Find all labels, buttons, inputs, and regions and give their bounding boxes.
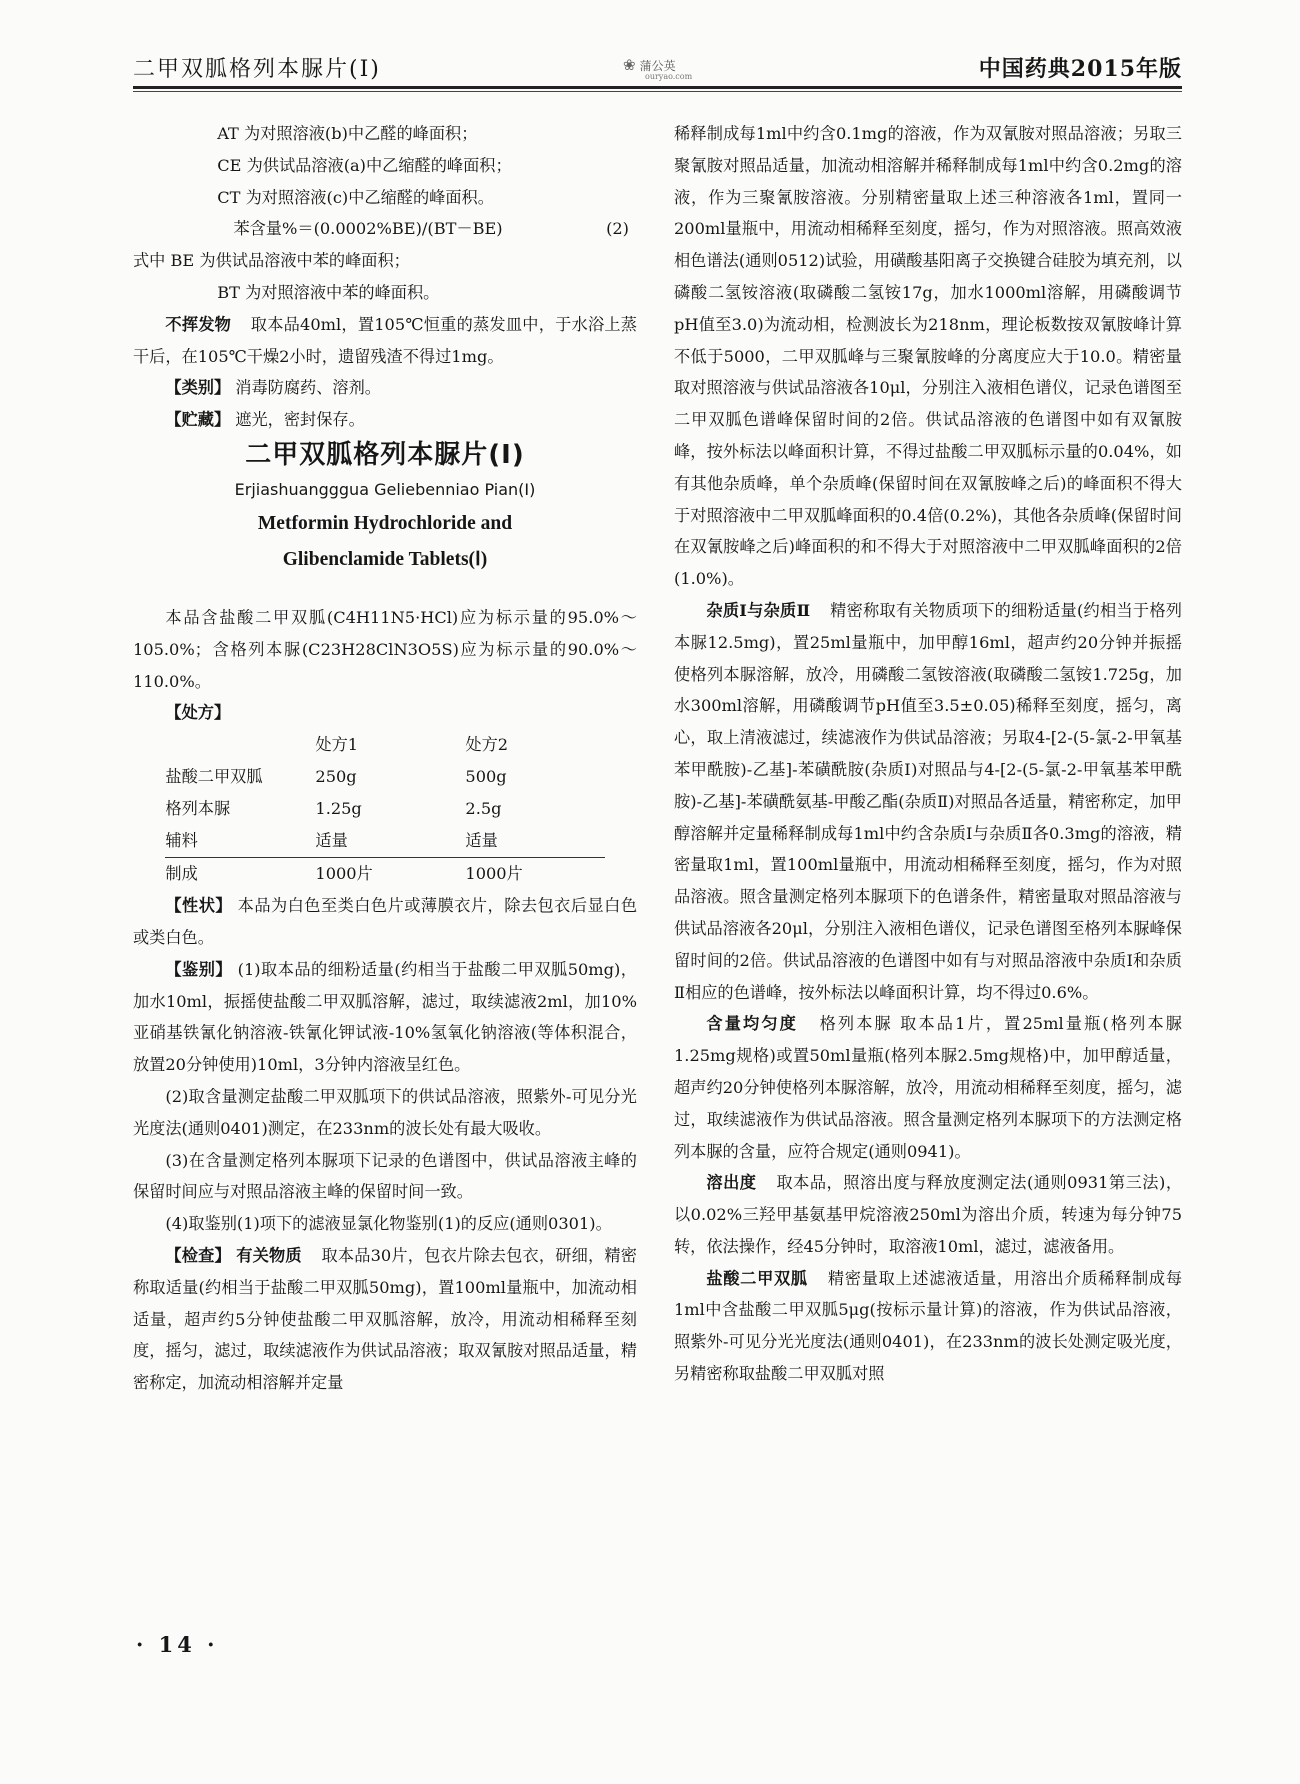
section-heading: 【处方】 (165, 703, 231, 723)
running-header (133, 50, 1182, 88)
content-statement: 本品含盐酸二甲双胍(C4H11N5·HCl)应为标示量的95.0%～105.0%；含格列本脲(C23H28ClN3O5S)应为标示量的90.0%～110.0%。 (133, 607, 637, 691)
header-rule-thick (133, 86, 1182, 89)
formula (133, 213, 637, 245)
header-rule-thin (133, 91, 1182, 92)
page-number: · 14 · (136, 1632, 219, 1657)
definition-line: AT 为对照溶液(b)中乙醛的峰面积； (217, 124, 478, 143)
monograph-title-cn: 二甲双胍格列本脲片(Ⅰ) (245, 439, 525, 470)
section-heading: 【性状】 (165, 896, 233, 916)
section-text: 消毒防腐药、溶剂。 (235, 378, 381, 398)
metformin-dissolution-section (674, 1263, 1182, 1390)
section-text: 本品为白色至类白色片或薄膜衣片，除去包衣后显白色或类白色。 (133, 896, 637, 947)
table-row (165, 761, 605, 793)
identification-item: (3)在含量测定格列本脲项下记录的色谱图中，供试品溶液主峰的保留时间应与对照品溶液主峰的保留时间一致。 (133, 1150, 637, 1202)
section-text: (1)取本品的细粉适量(约相当于盐酸二甲双胍50mg)，加水10ml，振摇使盐酸二甲双胍溶解，滤过，取续滤液2ml，加10%亚硝基铁氰化钠溶液-铁氰化钾试液-10%氢氧化钠溶液(等体积混合，放置20分钟使用)10ml，3分钟内溶液呈红色。 (133, 959, 637, 1075)
section-text: 取本品，照溶出度与释放度测定法(通则0931第三法)，以0.02%三羟甲基氨基甲烷溶液250ml为溶出介质，转速为每分钟75转，依法操作，经45分钟时，取溶液10ml，滤过，滤液备用。 (674, 1173, 1183, 1256)
section-heading: 【类别】 (165, 378, 231, 398)
section-heading: 【贮藏】 (165, 410, 231, 430)
table-cell: 1.25g (315, 799, 362, 819)
watermark-logo (623, 56, 693, 81)
table-cell: 辅料 (165, 831, 198, 851)
subsection-heading: 溶出度 (706, 1173, 757, 1193)
definition-line: CT 为对照溶液(c)中乙缩醛的峰面积。 (217, 187, 494, 207)
table-header: 处方2 (465, 735, 509, 755)
table-header: 处方1 (315, 735, 359, 755)
related-substances-continued: 稀释制成每1ml中约含0.1mg的溶液，作为双氰胺对照品溶液；另取三聚氰胺对照品适量，加流动相溶解并稀释制成每1ml中约含0.2mg的溶液，作为三聚氰胺溶液。分别精密量取上述三种溶液各1ml，置同一200ml量瓶中，用流动相稀释至刻度，摇匀，作为对照溶液。照高效液相色谱法(通则0512)试验，用磺酸基阳离子交换键合硅胶为填充剂，以磷酸二氢铵溶液(取磷酸二氢铵17g，加水1000ml溶解，用磷酸调节pH值至3.0)为流动相，检测波长为218nm，理论板数按双氰胺峰计算不低于5000，二甲双胍峰与三聚氰胺峰的分离度应大于10.0。精密量取对照溶液与供试品溶液各10μl，分别注入液相色谱仪，记录色谱图至二甲双胍色谱峰保留时间的2倍。供试品溶液的色谱图中如有双氰胺峰，按外标法以峰面积计算，不得过盐酸二甲双胍标示量的0.04%，如有其他杂质峰，单个杂质峰(保留时间在双氰胺峰之后)的峰面积不得大于对照溶液中二甲双胍峰面积的0.4倍(0.2%)，其他各杂质峰(保留时间在双氰胺峰之后)峰面积的和不得大于对照溶液中二甲双胍峰面积的2倍(1.0%)。 (674, 124, 1182, 589)
table-cell: 制成 (165, 858, 315, 891)
running-title-left: 二甲双胍格列本脲片(Ⅰ) (133, 57, 381, 82)
left-column (133, 118, 637, 1399)
section-text: 取本品30片，包衣片除去包衣，研细，精密称取适量(约相当于盐酸二甲双胍50mg)，置100ml量瓶中，加流动相适量，超声约5分钟使盐酸二甲双胍溶解，放冷，用流动相稀释至刻度，摇匀，滤过，取续滤液作为供试品溶液；取双氰胺对照品适量，精密称定，加流动相溶解并定量 (133, 1245, 637, 1393)
table-total-row (165, 858, 605, 891)
table-header-row (165, 729, 605, 761)
section-heading: 【鉴别】 (165, 959, 233, 979)
subsection-heading: 杂质Ⅰ与杂质Ⅱ (706, 600, 811, 620)
table-cell: 适量 (465, 831, 498, 851)
table-cell: 1000片 (315, 858, 465, 891)
logo-text: 蒲公英 (639, 59, 676, 73)
formula-table (165, 729, 605, 890)
storage-section (133, 404, 637, 436)
identification-item: (4)取鉴别(1)项下的滤液显氯化物鉴别(1)的反应(通则0301)。 (165, 1214, 612, 1234)
table-cell: 盐酸二甲双胍 (165, 767, 263, 787)
formula-text: 苯含量%＝(0.0002%BE)/(BT－BE) (233, 219, 503, 239)
logo-subtext: ouryao.com (645, 72, 693, 81)
subsection-heading: 有关物质 (236, 1245, 302, 1265)
content-uniformity-section (674, 1008, 1182, 1167)
table-row (165, 793, 605, 825)
section-text: 取本品40ml，置105℃恒重的蒸发皿中，于水浴上蒸干后，在105℃干燥2小时，遗留残渣不得过1mg。 (133, 314, 637, 366)
section-heading: 不挥发物 (165, 314, 232, 334)
identification-item: (2)取含量测定盐酸二甲双胍项下的供试品溶液，照紫外-可见分光光度法(通则0401)测定，在233nm的波长处有最大吸收。 (133, 1086, 637, 1138)
identification-section (133, 954, 637, 1081)
subsection-heading: 盐酸二甲双胍 (706, 1268, 808, 1288)
subsection-heading: 含量均匀度 (706, 1014, 798, 1034)
section-text: 精密称取有关物质项下的细粉适量(约相当于格列本脲12.5mg)，置25ml量瓶中，加甲醇16ml，超声约20分钟并振摇使格列本脲溶解，放冷，用磷酸二氢铵溶液(取磷酸二氢铵1.725g，加水300ml溶解，用磷酸调节pH值至3.5±0.05)稀释至刻度，摇匀，离心，取上清液滤过，续滤液作为供试品溶液；另取4-[2-(5-氯-2-甲氧基苯甲酰胺)-乙基]-苯磺酰胺(杂质Ⅰ)对照品与4-[2-(5-氯-2-甲氧基苯甲酰胺)-乙基]-苯磺酰氨基-甲酸乙酯(杂质Ⅱ)对照品各适量，精密称定，加甲醇溶解并定量稀释制成每1ml中约含杂质Ⅰ与杂质Ⅱ各0.3mg的溶液，精密量取1ml，置100ml量瓶中，用流动相稀释至刻度，摇匀，作为对照品溶液。照含量测定格列本脲项下的色谱条件，精密量取对照品溶液与供试品溶液各20μl，分别注入液相色谱仪，记录色谱图至格列本脲峰保留时间的2倍。供试品溶液的色谱图中如有与对照品溶液中杂质Ⅰ和杂质Ⅱ相应的色谱峰，按外标法以峰面积计算，均不得过0.6%。 (674, 600, 1182, 1002)
dandelion-icon: ❀ (623, 56, 636, 74)
table-cell: 250g (315, 767, 357, 787)
monograph-title-en: Metformin Hydrochloride and (257, 512, 513, 534)
right-column (674, 118, 1182, 1390)
section-text: 精密量取上述滤液适量，用溶出介质稀释制成每1ml中含盐酸二甲双胍5μg(按标示量计算)的溶液，作为供试品溶液，照紫外-可见分光光度法(通则0401)，在233nm的波长处测定吸光度，另精密称取盐酸二甲双胍对照 (674, 1268, 1183, 1384)
dissolution-section (674, 1167, 1182, 1262)
section-text: 遮光，密封保存。 (235, 410, 365, 430)
nonvolatile-section (133, 309, 637, 373)
table-cell: 500g (465, 767, 507, 787)
definition-line: BT 为对照溶液中苯的峰面积。 (217, 282, 440, 302)
description-section (133, 890, 637, 954)
table-cell: 适量 (315, 831, 348, 851)
category-section (133, 372, 637, 404)
definition-line: CE 为供试品溶液(a)中乙缩醛的峰面积； (217, 155, 512, 175)
monograph-title-pinyin: Erjiashuangggua Geliebenniao Pian(Ⅰ) (234, 479, 536, 499)
tests-section (133, 1240, 637, 1399)
table-cell: 格列本脲 (165, 799, 231, 819)
running-title-right: 中国药典2015年版 (978, 56, 1182, 82)
table-cell: 2.5g (465, 799, 502, 819)
definition-line: 式中 BE 为供试品溶液中苯的峰面积； (133, 251, 410, 271)
section-text: 格列本脲 取本品1片，置25ml量瓶(格列本脲1.25mg规格)或置50ml量瓶(格列本脲2.5mg规格)中，加甲醇适量，超声约20分钟使格列本脲溶解，放冷，用流动相稀释至刻度，摇匀，滤过，取续滤液作为供试品溶液。照含量测定格列本脲项下的方法测定格列本脲的含量，应符合规定(通则0941)。 (674, 1014, 1182, 1161)
table-row (165, 825, 605, 858)
section-heading: 【检查】 (165, 1245, 231, 1265)
monograph-title-en: Glibenclamide Tablets(Ⅰ) (282, 548, 488, 570)
formula-number: (2) (606, 219, 629, 239)
impurities-section (674, 595, 1182, 1008)
table-cell: 1000片 (465, 858, 605, 891)
